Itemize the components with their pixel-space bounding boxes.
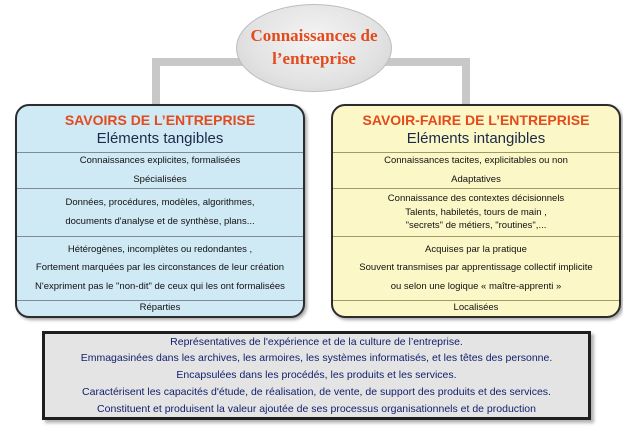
savoirs-row-3-line-2: Fortement marquées par les circonstances de leur création [35,262,285,274]
savoir-faire-row-1-line-2: Adaptatives [451,173,501,185]
savoir-faire-row-1 [333,152,619,188]
savoirs-row-3-line-3: N'expriment pas le "non-dit" de ceux qui les ont formalisées [35,280,285,292]
savoirs-row-3 [17,236,303,300]
savoirs-row-1-line-2: Spécialisées [133,173,187,185]
savoir-faire-row-2-line-3: "secrets" de métiers, "routines",... [405,220,547,232]
savoir-faire-row-3-line-3: ou selon une logique « maître-apprenti » [390,280,562,292]
savoir-faire-row-3-line-2: Souvent transmises par apprentissage collectif implicite [359,262,593,274]
savoir-faire-row-1-line-1: Connaissances tacites, explicitables ou non [384,154,568,166]
common-line-2: Emmagasinées dans les archives, les armoires, les systèmes informatisés, et les têtes des personne. [80,352,553,365]
savoir-faire-subheading: Eléments intangibles [406,130,546,147]
savoirs-subheading: Eléments tangibles [96,130,224,147]
savoirs-row-4 [17,300,303,316]
savoir-faire-row-4 [333,300,619,316]
savoir-faire-panel-header [333,106,619,152]
common-characteristics-box [42,331,591,420]
savoir-faire-row-2-line-2: Talents, habiletés, tours de main , [405,206,547,218]
savoirs-row-1-line-1: Connaissances explicites, formalisées [79,154,241,166]
savoir-faire-row-3 [333,236,619,300]
savoirs-heading: SAVOIRS DE L’ENTREPRISE [64,112,256,128]
common-line-1: Représentatives de l'expérience et de la culture de l’entreprise. [170,335,463,348]
savoir-faire-heading: SAVOIR-FAIRE DE L’ENTREPRISE [362,112,590,128]
savoirs-row-4-line-1: Réparties [139,302,181,314]
connector-right-vertical [462,58,470,106]
savoirs-row-2 [17,188,303,236]
savoir-faire-row-2-line-1: Connaissance des contextes décisionnels [387,192,565,204]
savoir-faire-row-4-line-1: Localisées [453,302,499,314]
common-line-4: Caractérisent les capacités d'étude, de réalisation, de vente, de support des produits et des services. [82,385,551,398]
savoir-faire-row-3-line-1: Acquises par la pratique [425,243,527,255]
savoirs-panel [15,104,305,318]
title-line-2: l’entreprise [272,49,356,68]
savoirs-panel-header [17,106,303,152]
savoir-faire-panel [331,104,621,318]
savoirs-row-1 [17,152,303,188]
savoirs-row-3-line-1: Hétérogènes, incomplètes ou redondantes , [67,243,253,255]
common-line-3: Encapsulées dans les procédés, les produits et les services. [176,369,457,382]
connector-left-vertical [152,58,160,106]
savoir-faire-row-2 [333,188,619,236]
savoirs-row-2-line-1: Données, procédures, modèles, algorithmes, [65,196,255,208]
savoirs-row-2-line-2: documents d'analyse et de synthèse, plans... [65,215,255,227]
title-oval [236,4,392,92]
title-line-1: Connaissances de [250,26,378,46]
common-line-5: Constituent et produisent la valeur ajoutée de ses processus organisationnels et de production [97,402,536,415]
